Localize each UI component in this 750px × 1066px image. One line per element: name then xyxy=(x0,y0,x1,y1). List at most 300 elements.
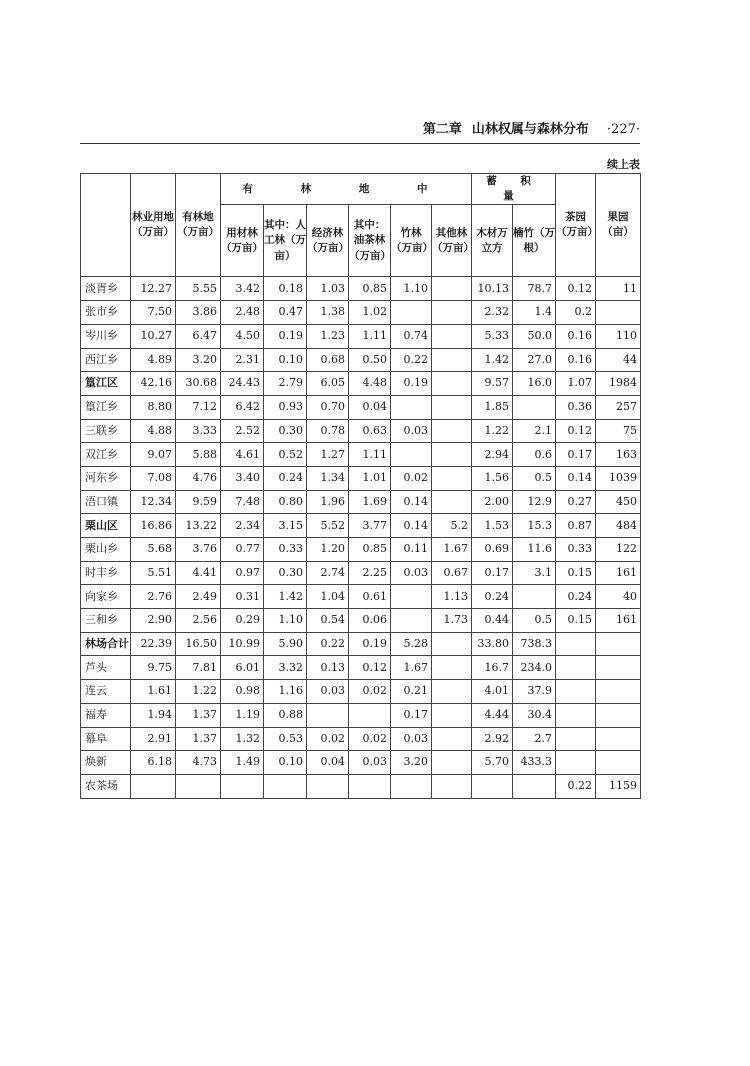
chapter-label: 第二章 xyxy=(422,122,462,137)
table-cell: 0.54 xyxy=(307,609,349,633)
table-cell: 10.27 xyxy=(131,324,176,348)
table-cell: 1.11 xyxy=(349,443,391,467)
table-cell: 3.77 xyxy=(349,514,391,538)
table-cell: 0.03 xyxy=(391,419,432,443)
table-cell: 12.34 xyxy=(131,490,176,514)
table-cell: 1.16 xyxy=(264,680,307,704)
table-cell: 1.22 xyxy=(472,419,513,443)
table-cell: 0.21 xyxy=(391,680,432,704)
table-cell xyxy=(391,301,432,325)
table-cell: 0.17 xyxy=(472,561,513,585)
table-cell: 4.48 xyxy=(349,372,391,396)
table-cell: 433.3 xyxy=(513,751,556,775)
table-row xyxy=(81,585,641,609)
table-row xyxy=(81,324,641,348)
table-cell xyxy=(307,774,349,798)
table-cell: 1.22 xyxy=(176,680,221,704)
table-cell: 1.23 xyxy=(307,324,349,348)
table-cell: 0.19 xyxy=(349,632,391,656)
table-cell: 2.92 xyxy=(472,727,513,751)
table-cell: 0.93 xyxy=(264,395,307,419)
table-cell xyxy=(432,703,472,727)
table-cell: 5.2 xyxy=(432,514,472,538)
table-cell: 0.31 xyxy=(221,585,264,609)
table-cell: 0.77 xyxy=(221,538,264,562)
col-other: 其他林（万亩） xyxy=(432,205,472,277)
table-cell: 161 xyxy=(596,561,641,585)
table-cell: 0.17 xyxy=(391,703,432,727)
table-cell: 6.18 xyxy=(131,751,176,775)
table-cell: 0.30 xyxy=(264,561,307,585)
table-cell xyxy=(391,395,432,419)
table-cell: 0.97 xyxy=(221,561,264,585)
col-planted: 其中：人工林（万亩） xyxy=(264,205,307,277)
table-cell xyxy=(596,656,641,680)
table-cell: 30.4 xyxy=(513,703,556,727)
table-cell: 4.44 xyxy=(472,703,513,727)
table-cell: 0.03 xyxy=(391,561,432,585)
col-camellia: 其中：油茶林（万亩） xyxy=(349,205,391,277)
table-row xyxy=(81,490,641,514)
table-cell: 0.04 xyxy=(307,751,349,775)
table-cell: 1.42 xyxy=(472,348,513,372)
table-cell: 0.30 xyxy=(264,419,307,443)
table-cell: 6.01 xyxy=(221,656,264,680)
row-name: 幕阜 xyxy=(81,727,131,751)
table-cell: 0.14 xyxy=(391,490,432,514)
table-cell xyxy=(596,727,641,751)
table-cell xyxy=(432,301,472,325)
table-cell: 0.70 xyxy=(307,395,349,419)
table-cell: 0.16 xyxy=(556,324,596,348)
table-cell: 2.7 xyxy=(513,727,556,751)
table-row xyxy=(81,514,641,538)
table-cell: 0.74 xyxy=(391,324,432,348)
col-timber: 用材林（万亩） xyxy=(221,205,264,277)
row-name: 岑川乡 xyxy=(81,324,131,348)
table-cell: 3.42 xyxy=(221,277,264,301)
table-cell: 5.52 xyxy=(307,514,349,538)
table-cell xyxy=(596,751,641,775)
table-cell xyxy=(391,774,432,798)
table-cell: 9.75 xyxy=(131,656,176,680)
col-economic: 经济林（万亩） xyxy=(307,205,349,277)
table-cell: 1.19 xyxy=(221,703,264,727)
table-cell: 3.40 xyxy=(221,466,264,490)
col-wooded-land: 有林地（万亩） xyxy=(176,174,221,277)
table-cell xyxy=(432,490,472,514)
table-cell xyxy=(432,443,472,467)
table-cell xyxy=(349,774,391,798)
table-cell: 0.78 xyxy=(307,419,349,443)
table-cell: 16.7 xyxy=(472,656,513,680)
table-cell: 5.88 xyxy=(176,443,221,467)
table-cell: 0.12 xyxy=(556,419,596,443)
table-cell: 3.15 xyxy=(264,514,307,538)
table-cell: 2.32 xyxy=(472,301,513,325)
row-name: 三和乡 xyxy=(81,609,131,633)
table-row xyxy=(81,277,641,301)
table-cell: 4.41 xyxy=(176,561,221,585)
table-cell: 1.61 xyxy=(131,680,176,704)
table-cell: 0.29 xyxy=(221,609,264,633)
table-cell: 0.36 xyxy=(556,395,596,419)
table-cell: 4.76 xyxy=(176,466,221,490)
row-name: 向家乡 xyxy=(81,585,131,609)
table-cell: 0.15 xyxy=(556,609,596,633)
table-cell xyxy=(432,372,472,396)
table-cell: 0.15 xyxy=(556,561,596,585)
table-cell xyxy=(432,774,472,798)
table-cell: 1.85 xyxy=(472,395,513,419)
table-cell: 0.67 xyxy=(432,561,472,585)
table-cell: 1.10 xyxy=(264,609,307,633)
table-cell: 8.80 xyxy=(131,395,176,419)
table-cell xyxy=(472,774,513,798)
table-cell: 2.74 xyxy=(307,561,349,585)
table-cell: 0.02 xyxy=(349,680,391,704)
table-cell: 0.22 xyxy=(391,348,432,372)
table-cell: 450 xyxy=(596,490,641,514)
table-cell: 1.34 xyxy=(307,466,349,490)
table-cell xyxy=(556,703,596,727)
table-cell: 0.19 xyxy=(391,372,432,396)
table-cell: 9.07 xyxy=(131,443,176,467)
table-cell: 9.57 xyxy=(472,372,513,396)
table-cell: 0.88 xyxy=(264,703,307,727)
table-cell xyxy=(221,774,264,798)
table-cell xyxy=(596,703,641,727)
group-header-stock: 蓄 积 量 xyxy=(472,174,556,205)
table-row xyxy=(81,419,641,443)
table-cell: 0.03 xyxy=(349,751,391,775)
table-cell: 0.27 xyxy=(556,490,596,514)
table-row xyxy=(81,466,641,490)
table-cell: 0.33 xyxy=(264,538,307,562)
table-cell: 0.18 xyxy=(264,277,307,301)
table-cell: 15.3 xyxy=(513,514,556,538)
table-cell: 4.01 xyxy=(472,680,513,704)
table-cell: 1.69 xyxy=(349,490,391,514)
table-cell: 24.43 xyxy=(221,372,264,396)
table-cell: 1.32 xyxy=(221,727,264,751)
table-cell xyxy=(513,395,556,419)
table-cell: 1.38 xyxy=(307,301,349,325)
table-row xyxy=(81,632,641,656)
row-name: 双江乡 xyxy=(81,443,131,467)
table-cell xyxy=(391,585,432,609)
table-row xyxy=(81,774,641,798)
table-cell: 0.6 xyxy=(513,443,556,467)
table-cell xyxy=(432,656,472,680)
table-cell: 42.16 xyxy=(131,372,176,396)
table-cell: 3.76 xyxy=(176,538,221,562)
col-bamboo: 竹林（万亩） xyxy=(391,205,432,277)
row-name: 栗山区 xyxy=(81,514,131,538)
table-row xyxy=(81,561,641,585)
table-cell: 234.0 xyxy=(513,656,556,680)
table-cell: 2.34 xyxy=(221,514,264,538)
table-cell: 0.06 xyxy=(349,609,391,633)
table-cell: 3.20 xyxy=(176,348,221,372)
table-cell: 161 xyxy=(596,609,641,633)
page-number: ·227· xyxy=(606,122,640,137)
table-cell: 6.05 xyxy=(307,372,349,396)
col-tea: 茶园（万亩） xyxy=(556,174,596,277)
table-cell: 4.89 xyxy=(131,348,176,372)
forest-statistics-table xyxy=(80,173,641,799)
table-cell: 1.10 xyxy=(391,277,432,301)
table-cell: 0.02 xyxy=(349,727,391,751)
table-cell: 0.19 xyxy=(264,324,307,348)
table-cell xyxy=(307,703,349,727)
table-cell xyxy=(596,632,641,656)
table-cell: 44 xyxy=(596,348,641,372)
table-cell: 1.04 xyxy=(307,585,349,609)
table-cell: 10.99 xyxy=(221,632,264,656)
row-name: 福寿 xyxy=(81,703,131,727)
header-row-1 xyxy=(81,174,641,205)
table-cell: 5.55 xyxy=(176,277,221,301)
row-name: 林场合计 xyxy=(81,632,131,656)
table-cell: 1.94 xyxy=(131,703,176,727)
table-row xyxy=(81,395,641,419)
table-cell: 1.27 xyxy=(307,443,349,467)
table-cell: 5.68 xyxy=(131,538,176,562)
table-cell: 1.02 xyxy=(349,301,391,325)
table-cell: 0.11 xyxy=(391,538,432,562)
table-cell: 0.44 xyxy=(472,609,513,633)
table-cell: 2.31 xyxy=(221,348,264,372)
table-cell: 2.48 xyxy=(221,301,264,325)
table-cell: 163 xyxy=(596,443,641,467)
table-cell: 2.76 xyxy=(131,585,176,609)
table-row xyxy=(81,301,641,325)
table-row xyxy=(81,443,641,467)
table-cell: 0.69 xyxy=(472,538,513,562)
table-cell: 33.80 xyxy=(472,632,513,656)
table-cell: 0.85 xyxy=(349,277,391,301)
table-cell: 6.42 xyxy=(221,395,264,419)
table-cell xyxy=(556,727,596,751)
table-cell: 30.68 xyxy=(176,372,221,396)
table-cell: 16.50 xyxy=(176,632,221,656)
table-cell: 0.50 xyxy=(349,348,391,372)
row-name: 浯口镇 xyxy=(81,490,131,514)
table-cell: 4.73 xyxy=(176,751,221,775)
table-cell: 2.00 xyxy=(472,490,513,514)
table-cell: 1.37 xyxy=(176,703,221,727)
table-cell: 1.4 xyxy=(513,301,556,325)
table-cell: 0.13 xyxy=(307,656,349,680)
table-cell: 3.32 xyxy=(264,656,307,680)
table-cell: 110 xyxy=(596,324,641,348)
row-name: 淡胥乡 xyxy=(81,277,131,301)
header-rule xyxy=(80,143,640,144)
table-cell xyxy=(432,751,472,775)
table-cell: 11 xyxy=(596,277,641,301)
table-cell: 122 xyxy=(596,538,641,562)
table-cell: 2.56 xyxy=(176,609,221,633)
table-cell: 0.24 xyxy=(556,585,596,609)
table-cell xyxy=(432,395,472,419)
table-row xyxy=(81,348,641,372)
table-cell: 4.88 xyxy=(131,419,176,443)
page-header xyxy=(80,118,640,140)
table-cell: 0.22 xyxy=(556,774,596,798)
table-cell: 5.28 xyxy=(391,632,432,656)
table-cell xyxy=(556,680,596,704)
table-cell: 2.91 xyxy=(131,727,176,751)
table-cell xyxy=(432,466,472,490)
table-cell xyxy=(432,632,472,656)
table-cell xyxy=(264,774,307,798)
table-cell: 50.0 xyxy=(513,324,556,348)
table-cell: 0.02 xyxy=(391,466,432,490)
table-cell: 0.61 xyxy=(349,585,391,609)
table-cell: 2.25 xyxy=(349,561,391,585)
table-cell: 7.08 xyxy=(131,466,176,490)
table-row xyxy=(81,538,641,562)
table-cell xyxy=(432,348,472,372)
table-cell: 1.13 xyxy=(432,585,472,609)
table-cell: 2.79 xyxy=(264,372,307,396)
corner-cell xyxy=(81,174,131,277)
table-cell: 484 xyxy=(596,514,641,538)
table-cell: 1.11 xyxy=(349,324,391,348)
table-cell: 5.51 xyxy=(131,561,176,585)
table-cell: 0.03 xyxy=(391,727,432,751)
table-cell: 2.49 xyxy=(176,585,221,609)
chapter-title: 山林权属与森林分布 xyxy=(471,122,589,137)
row-name: 河东乡 xyxy=(81,466,131,490)
row-name: 三联乡 xyxy=(81,419,131,443)
table-row xyxy=(81,727,641,751)
table-cell: 0.16 xyxy=(556,348,596,372)
table-cell: 5.33 xyxy=(472,324,513,348)
table-cell: 3.20 xyxy=(391,751,432,775)
table-cell: 0.24 xyxy=(472,585,513,609)
col-wood-stock: 木材万立方 xyxy=(472,205,513,277)
table-cell: 1.37 xyxy=(176,727,221,751)
table-cell xyxy=(131,774,176,798)
table-cell xyxy=(349,703,391,727)
table-cell xyxy=(556,632,596,656)
table-cell xyxy=(432,419,472,443)
table-cell: 0.22 xyxy=(307,632,349,656)
row-name: 西江乡 xyxy=(81,348,131,372)
table-cell: 1984 xyxy=(596,372,641,396)
table-cell: 1.67 xyxy=(391,656,432,680)
table-cell: 9.59 xyxy=(176,490,221,514)
row-name: 芦头 xyxy=(81,656,131,680)
table-cell: 75 xyxy=(596,419,641,443)
table-cell: 10.13 xyxy=(472,277,513,301)
table-cell: 1.96 xyxy=(307,490,349,514)
row-name: 篁江乡 xyxy=(81,395,131,419)
table-cell: 27.0 xyxy=(513,348,556,372)
table-row xyxy=(81,680,641,704)
table-cell: 2.1 xyxy=(513,419,556,443)
table-cell: 1.53 xyxy=(472,514,513,538)
table-cell: 3.33 xyxy=(176,419,221,443)
table-cell: 0.12 xyxy=(556,277,596,301)
col-bamboo-stock: 楠竹（万根） xyxy=(513,205,556,277)
table-cell: 7.12 xyxy=(176,395,221,419)
table-cell: 22.39 xyxy=(131,632,176,656)
group-header-youlin: 有 林 地 中 xyxy=(221,174,472,205)
table-cell xyxy=(432,277,472,301)
table-cell: 1.03 xyxy=(307,277,349,301)
table-cell: 1039 xyxy=(596,466,641,490)
table-cell: 0.85 xyxy=(349,538,391,562)
table-cell: 1159 xyxy=(596,774,641,798)
table-cell: 0.03 xyxy=(307,680,349,704)
table-cell xyxy=(432,324,472,348)
table-cell: 0.5 xyxy=(513,466,556,490)
row-name: 张市乡 xyxy=(81,301,131,325)
table-cell: 12.27 xyxy=(131,277,176,301)
table-cell: 2.90 xyxy=(131,609,176,633)
table-cell: 0.33 xyxy=(556,538,596,562)
table-cell: 40 xyxy=(596,585,641,609)
table-cell: 4.61 xyxy=(221,443,264,467)
table-cell: 12.9 xyxy=(513,490,556,514)
row-name: 篁江区 xyxy=(81,372,131,396)
table-cell: 1.73 xyxy=(432,609,472,633)
col-forest-land: 林业用地（万亩） xyxy=(131,174,176,277)
table-cell: 78.7 xyxy=(513,277,556,301)
table-cell: 6.47 xyxy=(176,324,221,348)
table-cell: 16.0 xyxy=(513,372,556,396)
table-cell: 1.56 xyxy=(472,466,513,490)
table-cell xyxy=(391,609,432,633)
table-cell: 16.86 xyxy=(131,514,176,538)
table-cell: 11.6 xyxy=(513,538,556,562)
table-cell: 5.90 xyxy=(264,632,307,656)
table-cell: 1.20 xyxy=(307,538,349,562)
table-row xyxy=(81,751,641,775)
table-cell: 4.50 xyxy=(221,324,264,348)
table-cell: 0.52 xyxy=(264,443,307,467)
table-cell: 0.14 xyxy=(556,466,596,490)
table-row xyxy=(81,703,641,727)
table-cell: 7.50 xyxy=(131,301,176,325)
table-cell: 257 xyxy=(596,395,641,419)
row-name: 焕新 xyxy=(81,751,131,775)
table-cell: 738.3 xyxy=(513,632,556,656)
table-cell: 3.1 xyxy=(513,561,556,585)
table-cell: 0.47 xyxy=(264,301,307,325)
table-cell xyxy=(176,774,221,798)
table-cell xyxy=(432,680,472,704)
table-cell xyxy=(513,774,556,798)
table-row xyxy=(81,656,641,680)
table-cell xyxy=(391,443,432,467)
table-cell: 0.53 xyxy=(264,727,307,751)
table-cell: 1.42 xyxy=(264,585,307,609)
table-cell: 0.02 xyxy=(307,727,349,751)
table-cell: 0.98 xyxy=(221,680,264,704)
table-cell: 37.9 xyxy=(513,680,556,704)
table-cell: 5.70 xyxy=(472,751,513,775)
table-cell: 2.94 xyxy=(472,443,513,467)
col-orchard: 果园（亩） xyxy=(596,174,641,277)
table-cell xyxy=(596,301,641,325)
table-cell: 3.86 xyxy=(176,301,221,325)
table-cell xyxy=(432,727,472,751)
row-name: 栗山乡 xyxy=(81,538,131,562)
